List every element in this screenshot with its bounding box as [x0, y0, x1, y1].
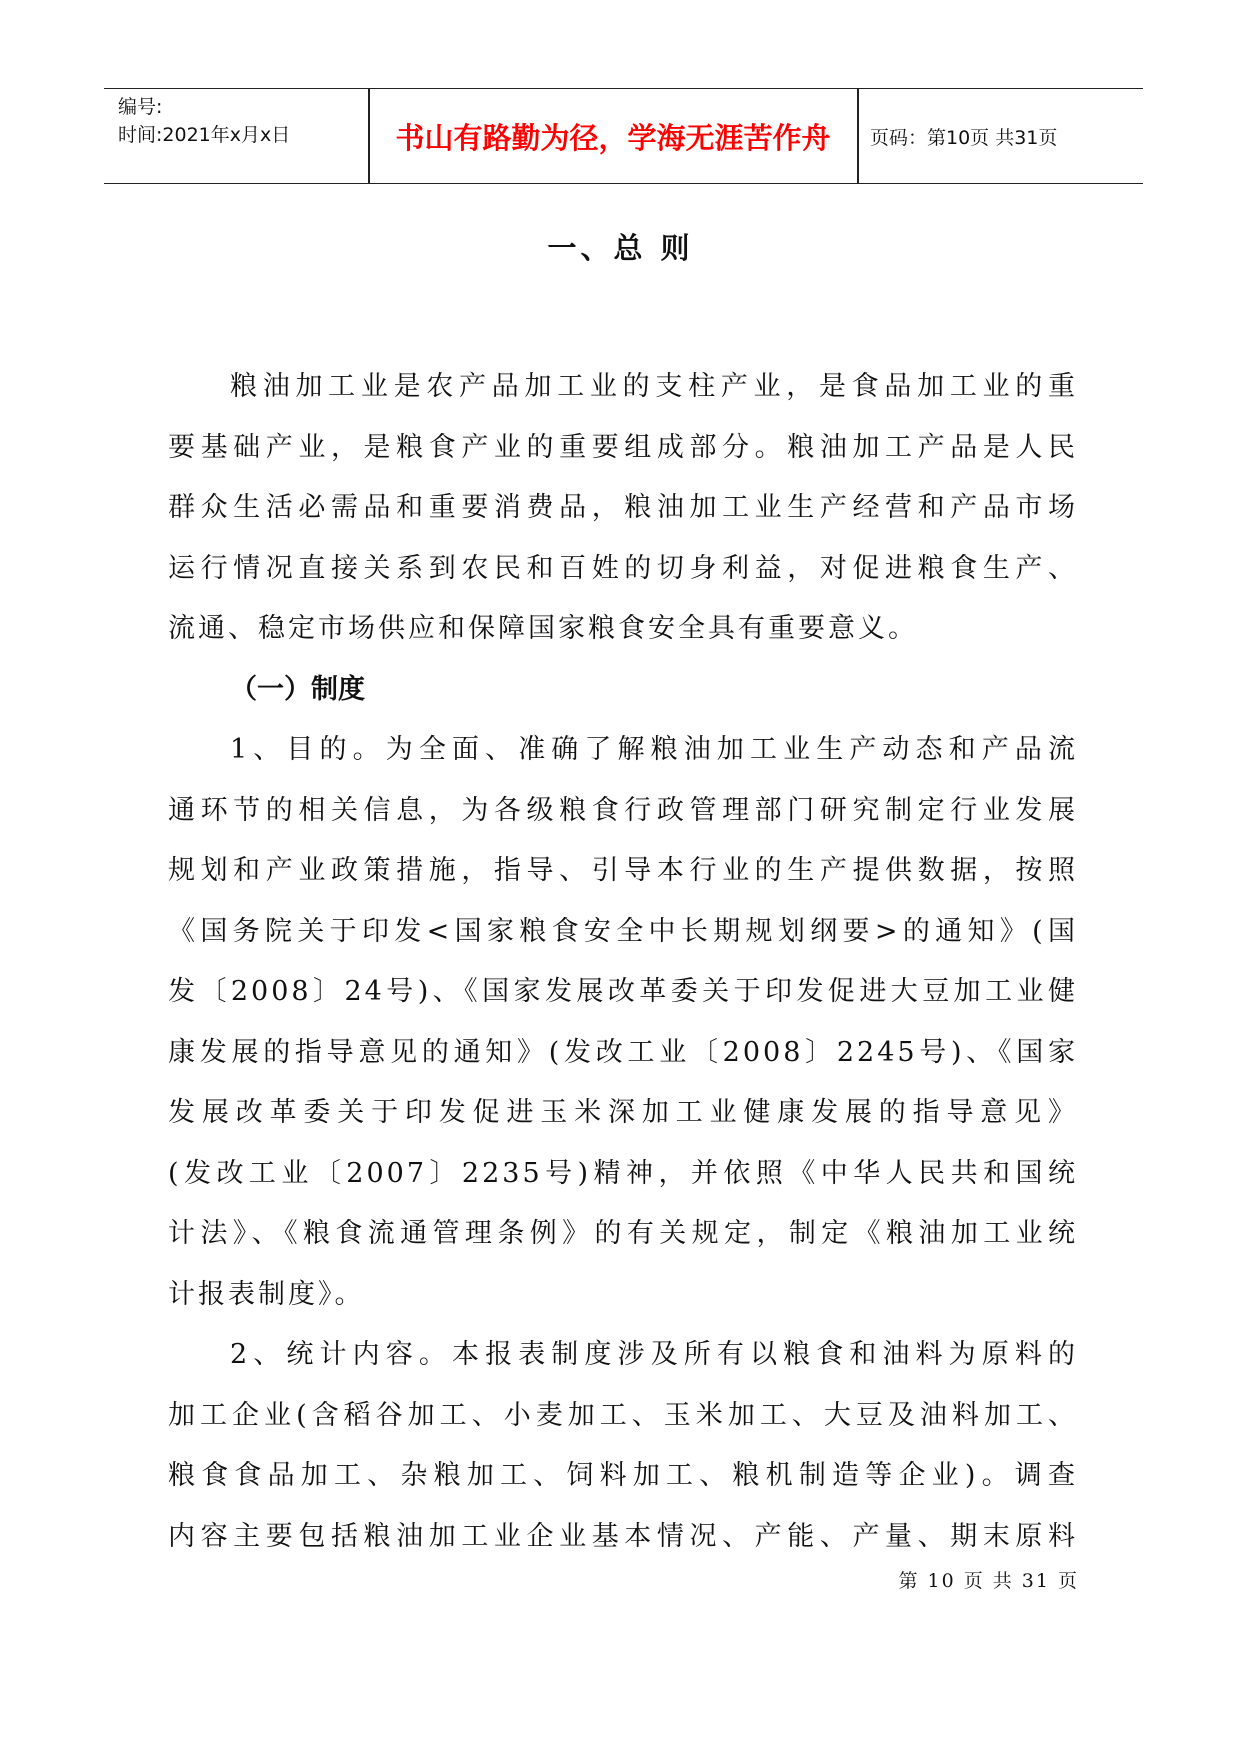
- text-line: 发展改革委关于印发促进玉米深加工业健康发展的指导意见》: [168, 1097, 1078, 1128]
- paragraph-item-1: [168, 720, 1078, 1325]
- paragraph-intro: [168, 357, 1078, 660]
- text-line: 规划和产业政策措施，指导、引导本行业的生产提供数据，按照: [168, 855, 1078, 886]
- text-line: 流通、稳定市场供应和保障国家粮食安全具有重要意义。: [168, 613, 918, 644]
- text-line: 要基础产业，是粮食产业的重要组成部分。粮油加工产品是人民: [168, 431, 1078, 463]
- text-line: 计法》、《粮食流通管理条例》的有关规定，制定《粮油加工业统: [168, 1218, 1078, 1249]
- doc-number-label: 编号:: [118, 96, 163, 118]
- text-line: 粮食食品加工、杂粮加工、饲料加工、粮机制造等企业)。调查: [168, 1460, 1078, 1491]
- header-motto: 书山有路勤为径，学海无涯苦作舟: [395, 120, 831, 155]
- text-line: (发改工业〔2007〕2235号)精神，并依照《中华人民共和国统: [168, 1157, 1078, 1189]
- text-line: 计报表制度》。: [168, 1278, 365, 1310]
- text-line: 康发展的指导意见的通知》(发改工业〔2008〕2245号)、《国家: [168, 1036, 1078, 1068]
- text-line: 群众生活必需品和重要消费品，粮油加工业生产经营和产品市场: [168, 492, 1078, 523]
- text-line: 发〔2008〕24号)、《国家发展改革委关于印发促进大豆加工业健: [168, 976, 1078, 1007]
- section-title: 一、总 则: [547, 231, 694, 265]
- text-line: 加工企业(含稻谷加工、小麦加工、玉米加工、大豆及油料加工、: [168, 1399, 1078, 1431]
- page-header: [104, 88, 1143, 184]
- text-line: 《国务院关于印发<国家粮食安全中长期规划纲要>的通知》(国: [168, 915, 1078, 947]
- document-body: [168, 357, 1078, 1567]
- text-line: 粮油加工业是农产品加工业的支柱产业，是食品加工业的重: [230, 371, 1078, 402]
- text-line: 通环节的相关信息，为各级粮食行政管理部门研究制定行业发展: [168, 794, 1078, 826]
- text-line: 内容主要包括粮油加工业企业基本情况、产能、产量、期末原料: [168, 1520, 1078, 1552]
- text-line: 1、目的。为全面、准确了解粮油加工业生产动态和产品流: [230, 734, 1078, 765]
- header-meta: [118, 93, 368, 149]
- text-line: 2、统计内容。本报表制度涉及所有以粮食和油料为原料的: [230, 1339, 1078, 1370]
- paragraph-item-2: [168, 1325, 1078, 1567]
- doc-time-label: 时间:2021年x月x日: [118, 124, 291, 146]
- subheading-system: （一）制度: [230, 673, 365, 705]
- header-divider-right: [857, 89, 859, 183]
- page-footer: 第 10 页 共 31 页: [898, 1570, 1079, 1592]
- header-page-number: 页码：第10页 共31页: [870, 126, 1058, 149]
- text-line: 运行情况直接关系到农民和百姓的切身利益，对促进粮食生产、: [168, 552, 1078, 584]
